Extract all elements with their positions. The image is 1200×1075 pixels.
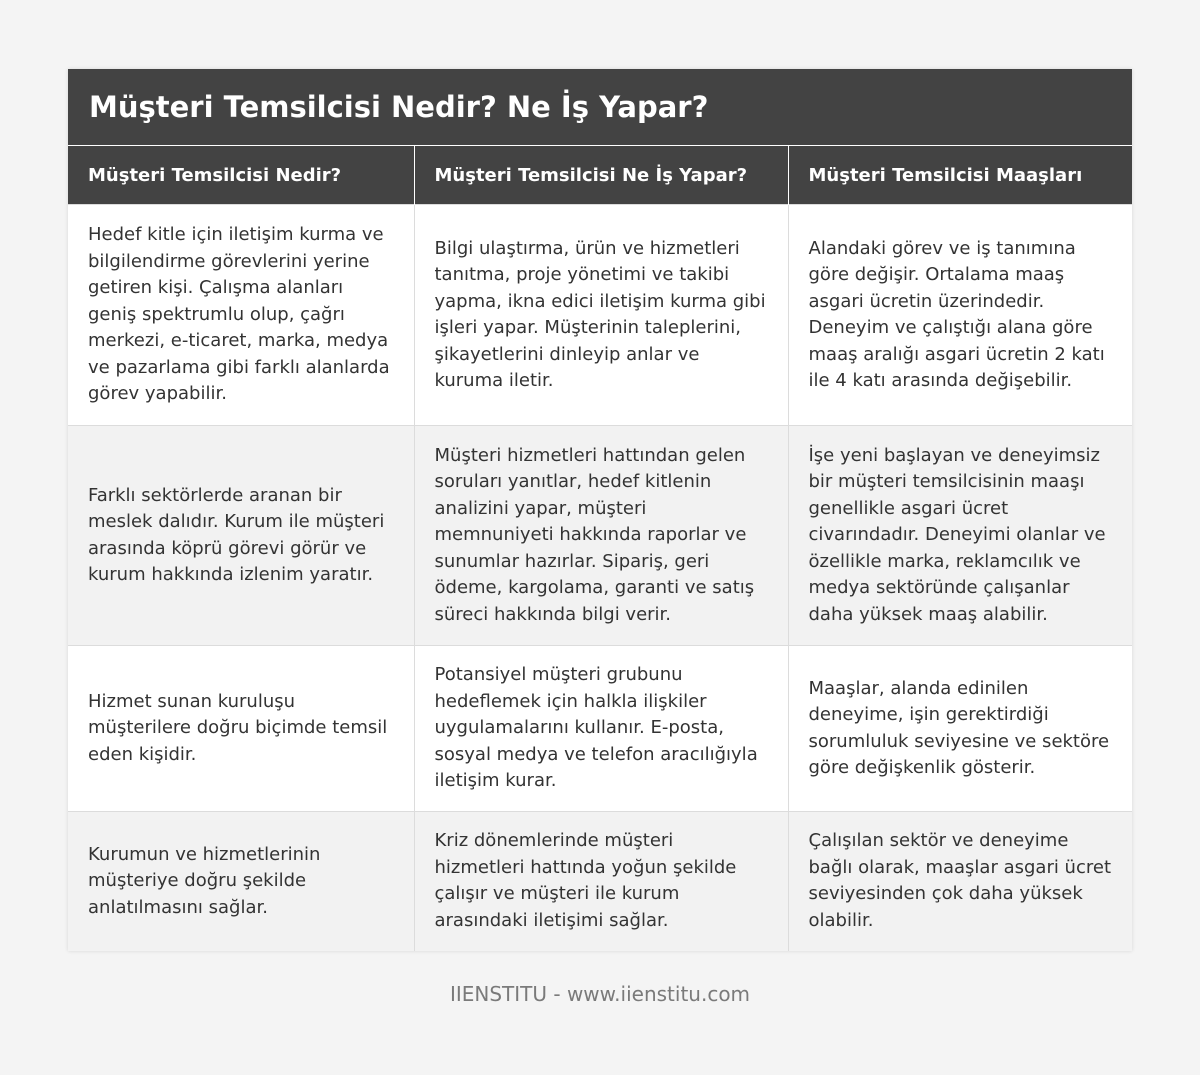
column-header-definition: Müşteri Temsilcisi Nedir? — [68, 146, 414, 205]
table-title-bar — [68, 69, 1132, 145]
table-cell: Müşteri hizmetleri hattından gelen soruları yanıtlar, hedef kitlenin analizini yapar, müşteri memnuniyeti hakkında raporlar ve sunumlar hazırlar. Sipariş, geri ödeme, kargolama, garanti ve satış süreci hakkında bilgi verir. — [414, 426, 788, 646]
comparison-table — [68, 145, 1132, 951]
table-row — [68, 812, 1132, 951]
column-header-duties: Müşteri Temsilcisi Ne İş Yapar? — [414, 146, 788, 205]
table-cell: Maaşlar, alanda edinilen deneyime, işin gerektirdiği sorumluluk seviyesine ve sektöre göre değişkenlik gösterir. — [788, 646, 1132, 812]
table-row — [68, 426, 1132, 646]
table-cell: Potansiyel müşteri grubunu hedeflemek için halkla ilişkiler uygulamalarını kullanır. E-posta, sosyal medya ve telefon aracılığıyla iletişim kurar. — [414, 646, 788, 812]
table-header-row — [68, 146, 1132, 205]
table-cell: İşe yeni başlayan ve deneyimsiz bir müşteri temsilcisinin maaşı genellikle asgari ücret civarındadır. Deneyimi olanlar ve özellikle marka, reklamcılık ve medya sektöründe çalışanlar daha yüksek maaş alabilir. — [788, 426, 1132, 646]
table-cell: Kriz dönemlerinde müşteri hizmetleri hattında yoğun şekilde çalışır ve müşteri ile kurum arasındaki iletişimi sağlar. — [414, 812, 788, 951]
table-cell: Çalışılan sektör ve deneyime bağlı olarak, maaşlar asgari ücret seviyesinden çok daha yüksek olabilir. — [788, 812, 1132, 951]
table-cell: Kurumun ve hizmetlerinin müşteriye doğru şekilde anlatılmasını sağlar. — [68, 812, 414, 951]
column-header-salaries: Müşteri Temsilcisi Maaşları — [788, 146, 1132, 205]
table-cell: Alandaki görev ve iş tanımına göre değişir. Ortalama maaş asgari ücretin üzerindedir. Deneyim ve çalıştığı alana göre maaş aralığı asgari ücretin 2 katı ile 4 katı arasında değişebilir. — [788, 205, 1132, 426]
table-title: Müşteri Temsilcisi Nedir? Ne İş Yapar? — [89, 90, 709, 124]
table-cell: Hizmet sunan kuruluşu müşterilere doğru biçimde temsil eden kişidir. — [68, 646, 414, 812]
table-cell: Hedef kitle için iletişim kurma ve bilgilendirme görevlerini yerine getiren kişi. Çalışma alanları geniş spektrumlu olup, çağrı merkezi, e-ticaret, marka, medya ve pazarlama gibi farklı alanlarda görev yapabilir. — [68, 205, 414, 426]
comparison-table-card — [68, 69, 1132, 951]
table-cell: Farklı sektörlerde aranan bir meslek dalıdır. Kurum ile müşteri arasında köprü görevi görür ve kurum hakkında izlenim yaratır. — [68, 426, 414, 646]
table-row — [68, 646, 1132, 812]
footer-credit: IIENSTITU - www.iienstitu.com — [449, 982, 751, 1006]
table-cell: Bilgi ulaştırma, ürün ve hizmetleri tanıtma, proje yönetimi ve takibi yapma, ikna edici iletişim kurma gibi işleri yapar. Müşterinin taleplerini, şikayetlerini dinleyip anlar ve kuruma iletir. — [414, 205, 788, 426]
table-row — [68, 205, 1132, 426]
